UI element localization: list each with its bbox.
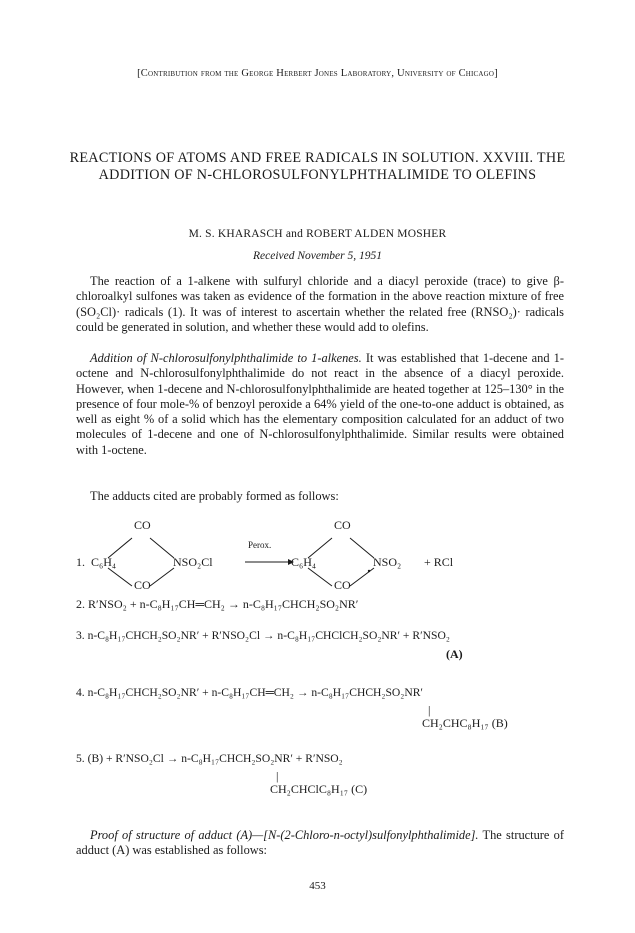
bond-line: [150, 568, 174, 586]
eq1-nso2cl: NSO₂Cl: [173, 555, 213, 569]
equation-5-substituent: CH₂CHClC₈H₁₇ (C): [270, 782, 368, 796]
article-title: REACTIONS OF ATOMS AND FREE RADICALS IN SOLUTION. XXVIII. THE ADDITION OF N-CHLOROSULFONYLPHTHALIMIDE TO OLEFINS: [69, 150, 566, 183]
equation-3: 3. n-C₈H₁₇CHCH₂SO₂NR′ + R′NSO₂Cl → n-C₈H₁₇CHClCH₂SO₂NR′ + R′NSO₂: [76, 629, 450, 642]
equation-4-substituent: CH₂CHC₈H₁₇ (B): [422, 716, 508, 730]
eq1-reactant-ring: C₆H₄: [91, 555, 117, 569]
equation-5: 5. (B) + R′NSO₂Cl → n-C₈H₁₇CHCH₂SO₂NR′ + R′NSO₂: [76, 752, 343, 765]
eq1-co-bottom-right: CO: [334, 578, 351, 592]
paragraph-proof-text: The structure of adduct (A) was established as follows:: [76, 828, 564, 858]
bond-line: [350, 568, 374, 586]
equation-4: 4. n-C₈H₁₇CHCH₂SO₂NR′ + n-C₈H₁₇CH═CH₂ → n-C₈H₁₇CHCH₂SO₂NR′: [76, 686, 423, 699]
eq1-arrow-label: Perox.: [248, 540, 272, 550]
paragraph-proof: [76, 828, 564, 859]
paragraph-addition: [76, 351, 564, 458]
authors: M. S. KHARASCH and ROBERT ALDEN MOSHER: [188, 228, 447, 240]
eq1-rcl: + RCl: [424, 555, 454, 569]
paragraph-addition-heading: Addition of N-chlorosulfonylphthalimide to 1-alkenes.: [90, 351, 362, 365]
equation-2: 2. R′NSO₂ + n-C₈H₁₇CH═CH₂ → n-C₈H₁₇CHCH₂SO₂NR′: [76, 597, 359, 611]
eq1-co-bottom-left: CO: [134, 578, 151, 592]
bond-line: [150, 538, 174, 558]
eq1-product-ring: C₆H₄: [291, 555, 317, 569]
eq1-nso2: NSO₂: [373, 555, 402, 569]
bond-line: [350, 538, 374, 558]
eq1-co-top-right: CO: [334, 518, 351, 532]
radical-dot: [368, 570, 370, 572]
equation-3-label: (A): [446, 647, 463, 661]
equation-5-branch: |: [276, 769, 279, 783]
paragraph-intro: The reaction of a 1-alkene with sulfuryl chloride and a diacyl peroxide (trace) to give β-chloroalkyl sulfones was taken as evidence of the formation in the above reaction mixture of free (SO₂Cl)· radicals (1). It was of interest to ascertain whether the related free (RNSO₂)· radicals could be generated in solution, and whether these would add to olefins.: [76, 274, 564, 334]
bond-line: [308, 568, 332, 586]
paragraph-addition-text: It was established that 1-decene and 1-octene and N-chlorosulfonylphthalimide do not react in the absence of a diacyl peroxide. However, when 1-decene and N-chlorosulfonylphthalimide are heated together at 125–130° in the presence of four mole-% of benzoyl peroxide a 64% yield of the one-to-one adduct is obtained, as well as eight % of a solid which has the elementary composition calculated for an adduct of two molecules of 1-decene and one of N-chlorosulfonylphthalimide. Similar results were obtained with 1-octene.: [76, 351, 564, 457]
eq1-number: 1.: [76, 555, 85, 569]
header-text: [Contribution from the George Herbert Jones Laboratory, University of Chicago]: [137, 68, 498, 79]
page-number: 453: [309, 880, 326, 892]
bond-line: [108, 568, 132, 586]
eq1-co-top-left: CO: [134, 518, 151, 532]
contribution-header: [0, 68, 635, 79]
received-date: Received November 5, 1951: [252, 250, 382, 262]
equation-4-branch: |: [428, 703, 431, 717]
paragraph-proof-heading: Proof of structure of adduct (A)—[N-(2-Chloro-n-octyl)sulfonylphthalimide].: [90, 828, 479, 842]
paragraph-adducts: The adducts cited are probably formed as follows:: [90, 489, 339, 503]
